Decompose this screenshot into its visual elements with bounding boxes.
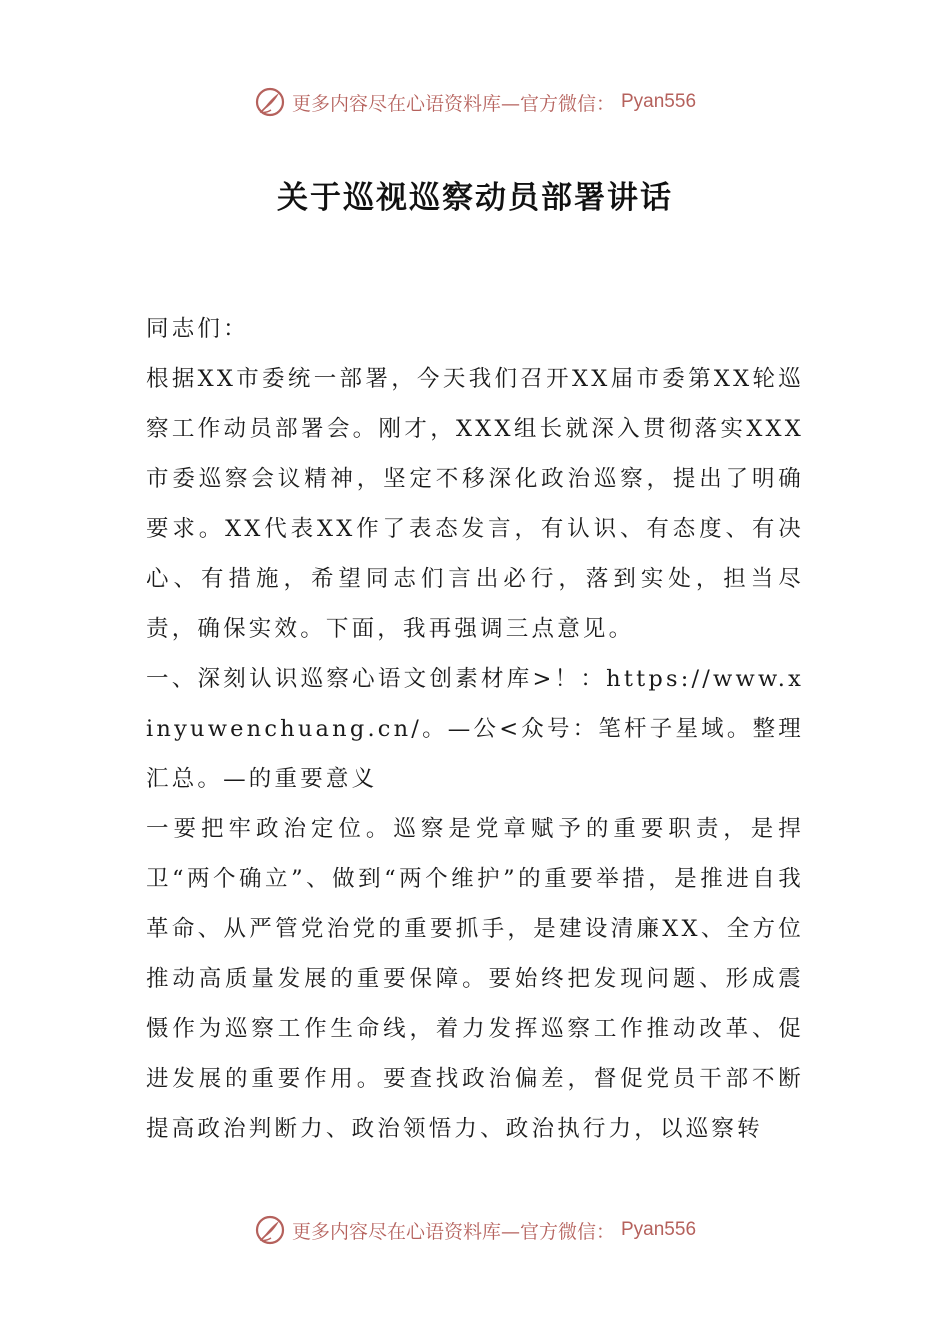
banner-wechat-id: Pyan556	[621, 91, 697, 112]
banner-text: 更多内容尽在心语资料库—官方微信：	[291, 1220, 615, 1243]
footer-watermark-banner	[0, 1210, 950, 1250]
feather-pen-logo-icon	[254, 86, 286, 118]
feather-pen-logo-icon	[254, 1214, 286, 1246]
section-heading-paragraph: 一、深刻认识巡察心语文创素材库>！：https://www.xinyuwenchuang.cn/。—公<众号：笔杆子星域。整理汇总。—的重要意义	[146, 666, 804, 792]
banner-wechat-id: Pyan556	[621, 1219, 697, 1240]
salutation-paragraph: 同志们：	[146, 316, 249, 342]
document-body	[146, 304, 804, 1154]
banner-text: 更多内容尽在心语资料库—官方微信：	[291, 92, 615, 115]
body-paragraph: 一要把牢政治定位。巡察是党章赋予的重要职责，是捍卫“两个确立”、做到“两个维护”的重要举措，是推进自我革命、从严管党治党的重要抓手，是建设清廉XX、全方位推动高质量发展的重要保障。要始终把发现问题、形成震慑作为巡察工作生命线，着力发挥巡察工作推动改革、促进发展的重要作用。要查找政治偏差，督促党员干部不断提高政治判断力、政治领悟力、政治执行力，以巡察转	[146, 816, 804, 1142]
intro-paragraph: 根据XX市委统一部署，今天我们召开XX届市委第XX轮巡察工作动员部署会。刚才，XXX组长就深入贯彻落实XXX市委巡察会议精神，坚定不移深化政治巡察，提出了明确要求。XX代表XX作了表态发言，有认识、有态度、有决心、有措施，希望同志们言出必行，落到实处，担当尽责，确保实效。下面，我再强调三点意见。	[146, 366, 804, 642]
header-watermark-banner	[0, 82, 950, 122]
document-title: 关于巡视巡察动员部署讲话	[277, 180, 673, 216]
